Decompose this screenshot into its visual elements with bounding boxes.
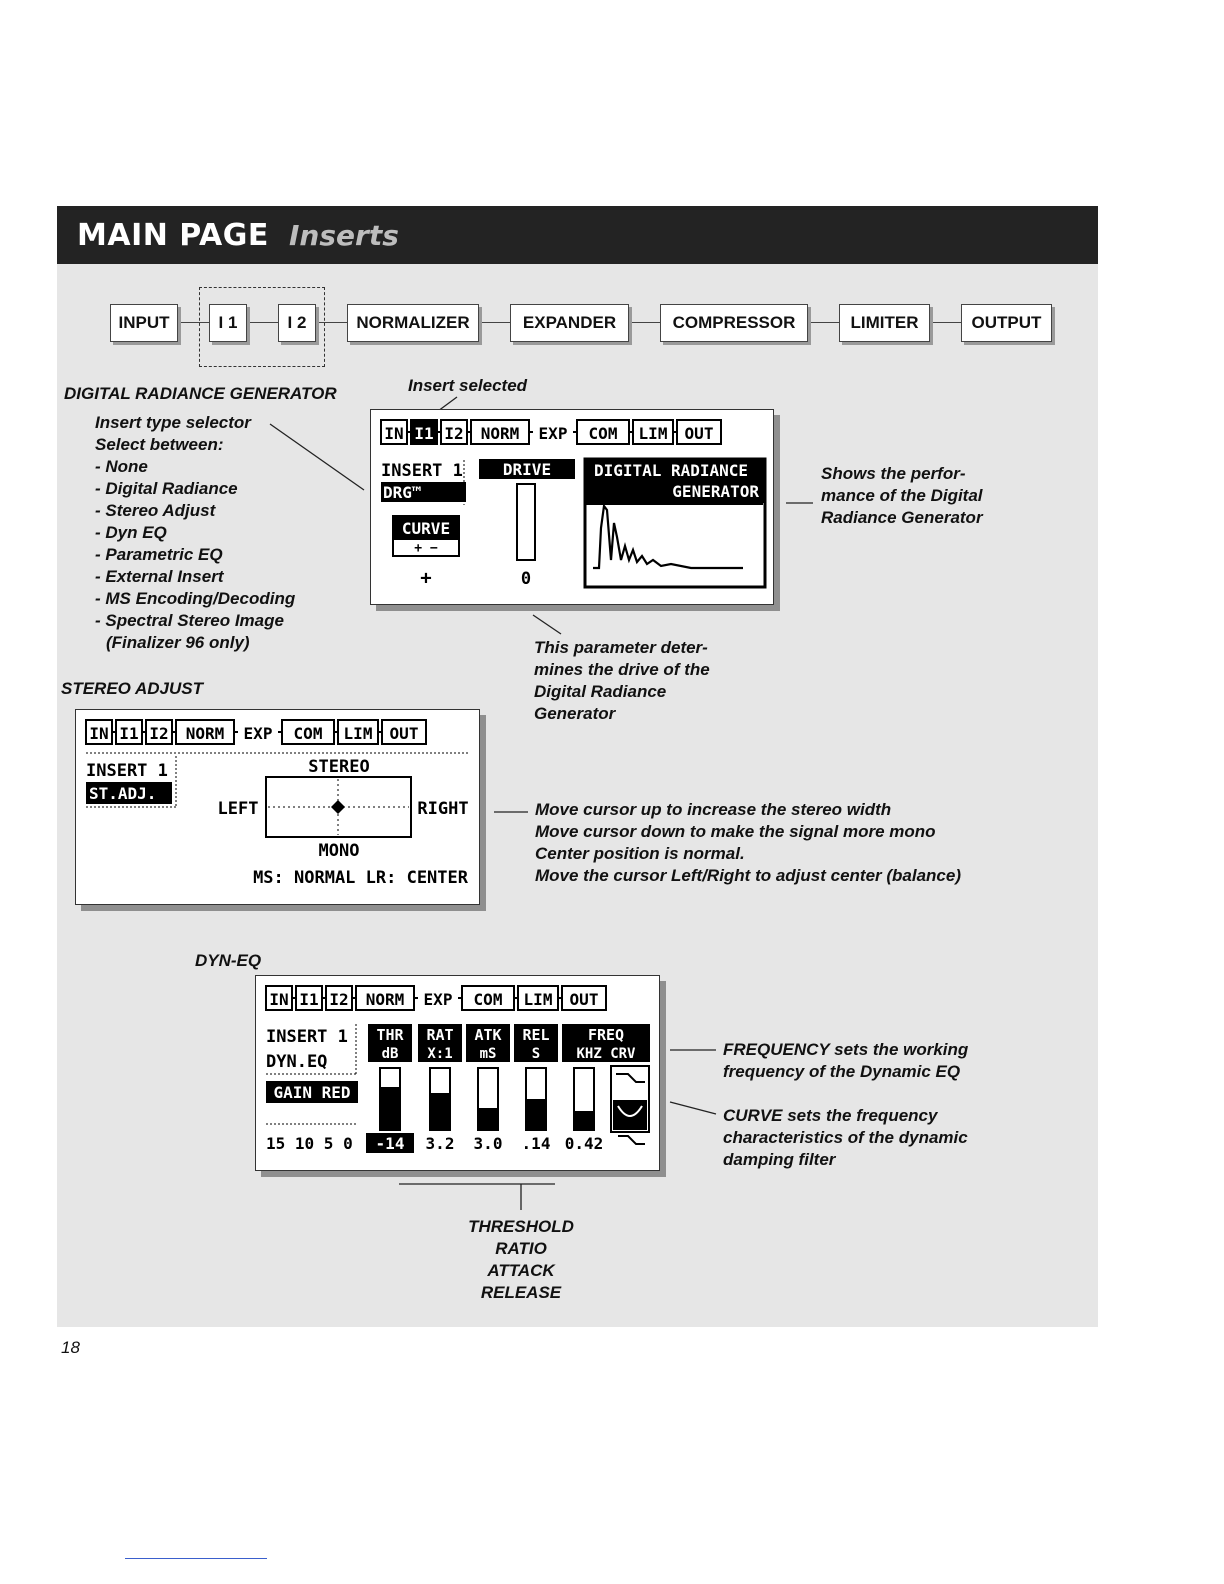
drg-tab-bar: [381, 420, 721, 444]
page-number: 18: [61, 1338, 80, 1357]
stereo-tab-i2: I2: [149, 724, 169, 743]
dyneq-col-header: RAT: [426, 1026, 454, 1044]
dyneq-col-value: 3.2: [425, 1134, 455, 1153]
chain-input: INPUT: [110, 304, 178, 342]
dyneq-insert-label: INSERT 1: [266, 1027, 348, 1047]
footer-rule: [125, 1558, 267, 1559]
drg-tab-i1: I1: [414, 424, 434, 443]
dyneq-col-unit: X:1: [427, 1046, 453, 1062]
stereo-tab-lim: LIM: [343, 724, 373, 743]
curve-label: CURVE: [401, 519, 451, 538]
dyneq-columns: [366, 1024, 650, 1153]
dyneq-col-value: .14: [521, 1134, 551, 1153]
page-subtitle: Inserts: [289, 219, 399, 252]
stereo-tab-out: OUT: [389, 724, 419, 743]
curve-plus: +: [420, 567, 432, 589]
stereo-tab-com: COM: [293, 724, 323, 743]
dyneq-tab-bar: [266, 986, 606, 1010]
gain-red-label: GAIN RED: [273, 1083, 351, 1102]
dyneq-heading: DYN-EQ: [195, 951, 262, 970]
dyneq-tab-lim: LIM: [523, 990, 553, 1009]
curve-icon: [618, 1136, 645, 1144]
stereo-tab-bar: [86, 720, 426, 744]
stereo-tab-i1: I1: [119, 724, 139, 743]
stereo-status: MS: NORMAL LR: CENTER: [253, 868, 468, 888]
dyneq-type-value: DYN.EQ: [266, 1052, 328, 1072]
drg-insert-label: INSERT 1: [381, 461, 463, 481]
drg-tab-exp: EXP: [538, 424, 568, 443]
dyneq-col-header: FREQ: [587, 1026, 625, 1044]
chain-expander: EXPANDER: [510, 304, 629, 342]
chain-normalizer: NORMALIZER: [347, 304, 479, 342]
frequency-note: FREQUENCY sets the working frequency of the Dynamic EQ: [723, 1040, 969, 1081]
dyneq-col-value: 0.42: [564, 1134, 604, 1153]
dyneq-col-header: ATK: [474, 1026, 502, 1044]
drg-graph-title-1: DIGITAL RADIANCE: [593, 461, 749, 480]
drive-header: DRIVE: [502, 460, 552, 479]
drg-lcd-screen: [370, 409, 774, 605]
drg-performance-note: Shows the perfor- mance of the Digital Radiance Generator: [821, 464, 983, 527]
drg-tab-norm: NORM: [480, 424, 520, 443]
drg-tab-out: OUT: [684, 424, 714, 443]
stereo-right-label: RIGHT: [417, 799, 469, 819]
dyneq-lcd-screen: [255, 975, 660, 1171]
drg-drive-note: This parameter deter- mines the drive of the Digital Radiance Generator: [534, 638, 710, 723]
dyneq-tab-exp: EXP: [423, 990, 453, 1009]
dyneq-params-list: THRESHOLD RATIO ATTACK RELEASE: [468, 1217, 574, 1302]
stereo-bottom-label: MONO: [318, 841, 360, 861]
dyneq-col-unit: dB: [381, 1046, 399, 1062]
drg-tab-com: COM: [588, 424, 618, 443]
dyneq-col-value: 3.0: [473, 1134, 503, 1153]
drg-type-value: DRG™: [383, 483, 422, 502]
dyneq-col-unit: S: [531, 1046, 541, 1062]
chain-limiter: LIMITER: [839, 304, 930, 342]
curve-note: CURVE sets the frequency characteristics of the dynamic damping filter: [723, 1106, 968, 1169]
stereo-left-label: LEFT: [217, 799, 259, 819]
chain-insert-1: I 1: [209, 304, 247, 342]
dyneq-col-header: THR: [376, 1026, 404, 1044]
stereo-tab-exp: EXP: [243, 724, 273, 743]
drg-tab-i2: I2: [444, 424, 464, 443]
drive-meter: [517, 484, 535, 560]
dyneq-col-header: REL: [522, 1026, 550, 1044]
curve-pm: + −: [414, 541, 438, 556]
stereo-lcd-screen: [75, 709, 480, 905]
chain-output: OUTPUT: [961, 304, 1052, 342]
dyneq-tab-com: COM: [473, 990, 503, 1009]
stereo-notes: Move cursor up to increase the stereo width Move cursor down to make the signal more mono Center position is normal. Move the cursor Left/Right to adjust center (balance): [535, 800, 962, 885]
drg-tab-lim: LIM: [638, 424, 668, 443]
stereo-insert-label: INSERT 1: [86, 761, 168, 781]
stereo-tab-norm: NORM: [185, 724, 225, 743]
dyneq-tab-norm: NORM: [365, 990, 405, 1009]
stereo-heading: STEREO ADJUST: [61, 679, 204, 698]
stereo-tab-in: IN: [89, 724, 109, 743]
drg-tab-in: IN: [384, 424, 404, 443]
gain-red-scale: 15 10 5 0: [266, 1134, 353, 1153]
page-title: MAIN PAGE: [77, 218, 269, 253]
dyneq-col-value: -14: [375, 1134, 405, 1153]
drive-value: 0: [520, 569, 532, 589]
chain-compressor: COMPRESSOR: [660, 304, 808, 342]
dyneq-col-unit: mS: [479, 1046, 497, 1062]
drg-graph-title-2: GENERATOR: [672, 482, 759, 501]
dyneq-tab-out: OUT: [569, 990, 599, 1009]
drg-heading: DIGITAL RADIANCE GENERATOR: [64, 384, 337, 403]
dyneq-col-unit: KHZ CRV: [576, 1046, 636, 1062]
insert-selected-label: Insert selected: [408, 376, 528, 395]
chain-insert-2: I 2: [278, 304, 316, 342]
stereo-type-value: ST.ADJ.: [89, 784, 157, 803]
dyneq-tab-i2: I2: [329, 990, 349, 1009]
dyneq-tab-in: IN: [269, 990, 289, 1009]
stereo-top-label: STEREO: [308, 757, 370, 777]
drg-selector-notes: Insert type selector Select between: - None - Digital Radiance - Stereo Adjust - Dyn EQ - Parametric EQ - External Insert - MS Encoding/Decoding - Spectral Stereo Image (Finalizer 96 only): [95, 413, 296, 652]
dyneq-tab-i1: I1: [299, 990, 319, 1009]
